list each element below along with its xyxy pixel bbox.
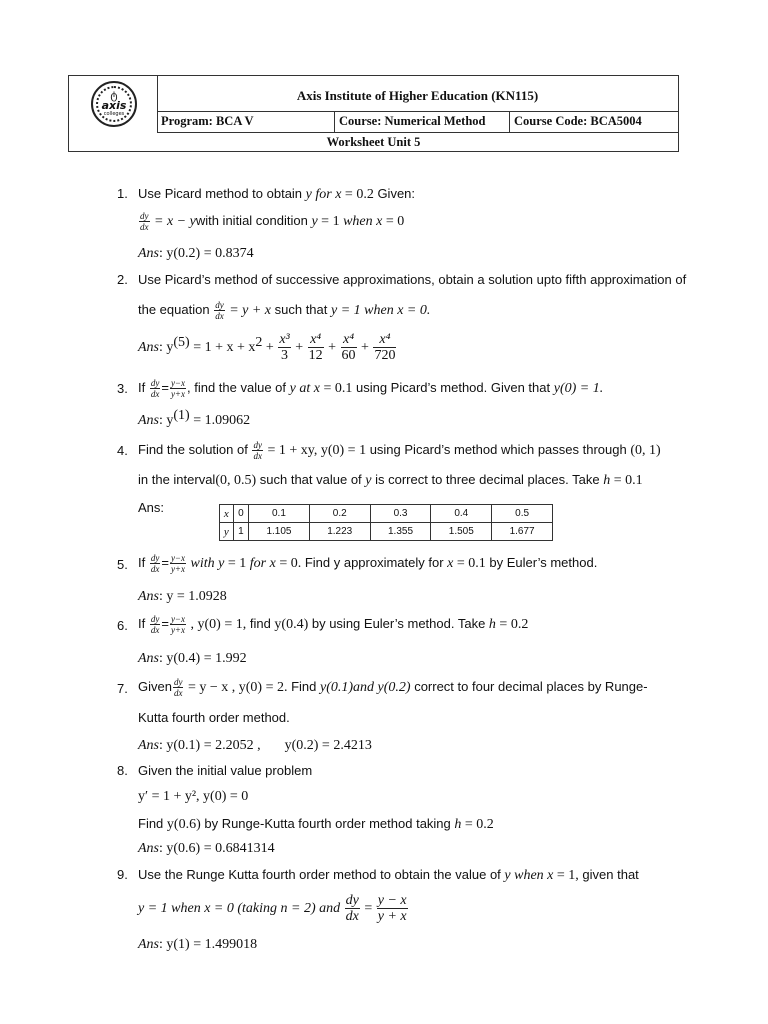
table-cell: 1	[233, 523, 248, 541]
series-term: $\frac{\text{x³}}{3}$	[279, 332, 290, 363]
ratio-fraction: $\frac{y-x}{y+x}$	[170, 378, 185, 399]
answer-label: Ans:	[138, 500, 165, 515]
dy-dx-fraction: $\frac{dy}{dx}$	[345, 893, 359, 924]
table-cell: 0.5	[492, 505, 553, 523]
question-text: Use Picard’s method of successive approximations, obtain a solution upto fifth approximation of	[138, 272, 687, 287]
question-equation: y′ = 1 + y², y(0) = 0	[138, 789, 249, 804]
series-term: $\frac{\text{x⁴}}{720}$	[374, 332, 396, 363]
question-number: 2.	[117, 272, 128, 287]
dy-dx-fraction: $\frac{dy}{dx}$	[253, 440, 262, 461]
logo-text: axis	[101, 99, 127, 112]
table-row	[220, 505, 553, 523]
series-term: $\frac{\text{x⁴}}{60}$	[341, 332, 356, 363]
question-text: If $\frac{dy}{dx}$ = $\frac{y-x}{y+x}$ , find the value of y at x = 0.1 using Picard’s method. Given that y(0) = 1.	[138, 378, 604, 399]
course-code-cell: Course Code: BCA5004	[509, 111, 679, 132]
table-row-label: x	[220, 505, 234, 523]
question-number: 3.	[117, 381, 128, 396]
table-cell: 1.505	[431, 523, 492, 541]
worksheet-title: Worksheet Unit 5	[326, 135, 421, 149]
question-text-2: Find y(0.6) by Runge-Kutta fourth order method taking h = 0.2	[138, 816, 494, 832]
question-text: Use the Runge Kutta fourth order method to obtain the value of y when x = 1, given that	[138, 867, 639, 883]
dy-dx-fraction: $\frac{dy}{dx}$	[215, 300, 224, 321]
table-cell: 1.223	[309, 523, 370, 541]
table-cell: 1.105	[249, 523, 310, 541]
answer: Ans: y(0.2) = 0.8374	[138, 246, 254, 261]
dy-dx-fraction: $\frac{dy}{dx}$	[150, 614, 160, 635]
ratio-fraction: $\frac{y-x}{y+x}$	[170, 614, 185, 635]
table-row-label: y	[220, 523, 234, 541]
flame-icon: ტ	[110, 89, 118, 102]
question-number: 6.	[117, 618, 128, 633]
table-row	[220, 523, 553, 541]
answer: Ans: y(0.6) = 0.6841314	[138, 841, 275, 856]
question-number: 1.	[117, 186, 128, 201]
institute-name: Axis Institute of Higher Education (KN115)	[157, 76, 678, 112]
course-cell: Course: Numerical Method	[334, 111, 509, 132]
dy-dx-fraction: $\frac{dy}{dx}$	[150, 378, 160, 399]
question-text: Given the initial value problem	[138, 763, 313, 778]
table-cell: 1.355	[370, 523, 431, 541]
answer: Ans: y(1) = 1.499018	[138, 937, 258, 952]
question-equation: the equation $\frac{dy}{dx}$ = y + x such that y = 1 when x = 0.	[138, 300, 431, 321]
question-text: Find the solution of $\frac{dy}{dx}$ = 1 + xy, y(0) = 1 using Picard’s method which passes through (0, 1)	[138, 440, 661, 461]
table-cell: 0.1	[249, 505, 310, 523]
answer: Ans: $y^{(5)} = 1 + x + x^2$ + $\frac{\text{x³}}{3}$ + $\frac{\text{x⁴}}{12}$ + $\frac{\text{x⁴}}{60}$ + $\frac{\text{x⁴}}{720}$	[138, 332, 396, 363]
ratio-fraction: $\frac{y-x}{y+x}$	[170, 553, 185, 574]
question-equation: $\frac{dy}{dx}$ = x − ywith initial condition y = 1 when x = 0	[140, 211, 405, 232]
question-number: 8.	[117, 763, 128, 778]
question-text: If $\frac{dy}{dx}$ = $\frac{y-x}{y+x}$ with y = 1 for x = 0. Find y approximately for x = 0.1 by Euler’s method.	[138, 553, 598, 574]
logo-subtext: colleges	[103, 111, 125, 117]
answer: Ans: y = 1.0928	[138, 589, 227, 604]
logo-cell	[69, 76, 158, 132]
answer: Ans: y(0.1) = 2.2052 , y(0.2) = 2.4213	[138, 738, 372, 753]
answer: Ans: y(0.4) = 1.992	[138, 651, 247, 666]
dy-dx-fraction: $\frac{dy}{dx}$	[140, 211, 149, 232]
dy-dx-fraction: $\frac{dy}{dx}$	[173, 677, 183, 698]
answer: Ans: $y^{(1)} = 1.09062$	[138, 408, 251, 428]
question-text-2: in the interval(0, 0.5) such that value of y is correct to three decimal places. Take h = 0.1	[138, 472, 643, 488]
program-row	[157, 111, 678, 133]
table-cell: 0	[233, 505, 248, 523]
question-text: Given $\frac{dy}{dx}$ = y − x , y(0) = 2. Find y(0.1)and y(0.2) correct to four decimal places by Runge-	[138, 677, 648, 698]
institute-logo	[91, 81, 137, 127]
table-cell: 0.2	[309, 505, 370, 523]
question-number: 4.	[117, 443, 128, 458]
question-text: Use Picard method to obtain y for x = 0.2 Given:	[138, 186, 416, 202]
question-number: 9.	[117, 867, 128, 882]
question-number: 7.	[117, 681, 128, 696]
series-term: $\frac{\text{x⁴}}{12}$	[308, 332, 323, 363]
worksheet-header	[68, 75, 679, 152]
table-cell: 1.677	[492, 523, 553, 541]
table-cell: 0.3	[370, 505, 431, 523]
solution-table	[219, 504, 553, 541]
table-cell: 0.4	[431, 505, 492, 523]
question-equation: y = 1 when x = 0 (taking n = 2) and $\frac{dy}{dx}$ = $\frac{y - x}{y + x}$	[138, 893, 407, 924]
question-number: 5.	[117, 557, 128, 572]
question-text: If $\frac{dy}{dx}$ = $\frac{y-x}{y+x}$ , y(0) = 1, find y(0.4) by using Euler’s method. Take h = 0.2	[138, 614, 529, 635]
question-text-2: Kutta fourth order method.	[138, 710, 290, 725]
dy-dx-fraction: $\frac{dy}{dx}$	[150, 553, 160, 574]
program-cell: Program: BCA V	[161, 114, 254, 128]
ratio-fraction: $\frac{y - x}{y + x}$	[377, 893, 407, 924]
